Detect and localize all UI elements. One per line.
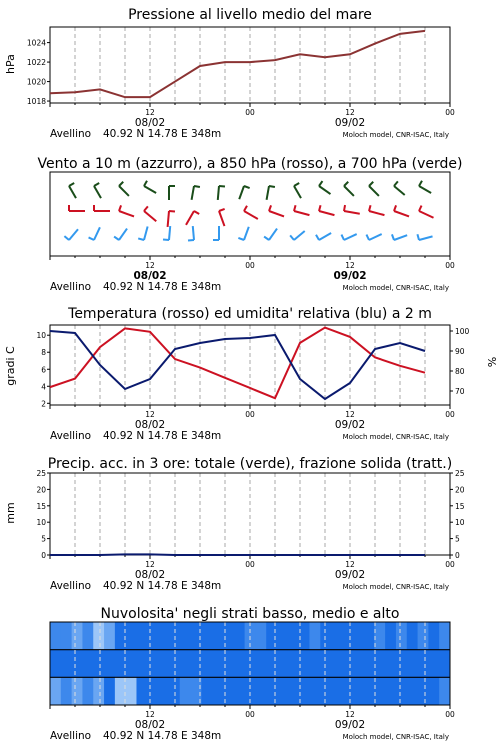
model-credit: Moloch model, CNR-ISAC, Italy — [342, 131, 449, 139]
wind-barb — [144, 226, 148, 240]
cloud-cell — [180, 677, 191, 705]
y-tick-label: 15 — [36, 501, 46, 511]
y-tick-label-right: 10 — [455, 518, 465, 528]
y-tick-label: 2 — [41, 399, 46, 409]
pressure-title: Pressione al livello medio del mare — [128, 7, 372, 23]
wind-barb-feather — [417, 234, 419, 240]
date-label: 09/02 — [334, 569, 366, 581]
wind-barb — [94, 186, 101, 198]
cloud-cell — [439, 622, 450, 650]
plot-frame — [50, 473, 450, 555]
wind-barb-feather — [366, 235, 369, 240]
wind-barb-feather — [394, 181, 398, 186]
wind-barb-feather — [194, 186, 200, 187]
hour-tick-label: 00 — [245, 410, 255, 419]
y-tick-label-right: 5 — [455, 534, 460, 544]
model-credit: Moloch model, CNR-ISAC, Italy — [342, 284, 449, 292]
wind-barb-feather — [264, 237, 269, 240]
wind-barb — [168, 211, 169, 227]
cloud-cell — [407, 650, 418, 678]
hour-tick-label: 00 — [445, 108, 455, 117]
cloud-cell — [180, 650, 191, 678]
cloud-cell — [126, 622, 137, 650]
cloud-cell — [61, 622, 72, 650]
cloud-cell — [320, 622, 331, 650]
hour-tick-label: 12 — [345, 410, 355, 419]
cloud-cell — [396, 677, 407, 705]
cloud-cell — [288, 677, 299, 705]
location-coords: 40.92 N 14.78 E 348m — [103, 430, 222, 442]
cloud-cell — [201, 622, 212, 650]
cloud-cell — [342, 677, 353, 705]
y-tick-label-right: 15 — [455, 501, 465, 511]
wind-barb — [394, 211, 409, 216]
wind-barb-feather — [392, 234, 394, 240]
hour-tick-label: 00 — [445, 710, 455, 719]
cloud-cell — [364, 677, 375, 705]
location-name: Avellino — [50, 580, 92, 592]
wind-barb-feather — [369, 205, 371, 211]
cloud-cell — [428, 622, 439, 650]
cloud-cell — [234, 650, 245, 678]
wind-barb — [239, 186, 244, 199]
y-tick-label: 8 — [41, 348, 46, 358]
cloud-cell — [374, 650, 385, 678]
wind-barb-feather — [144, 206, 148, 211]
cloud-cell — [234, 622, 245, 650]
y-tick-label: 10 — [36, 331, 46, 341]
wind-barb-feather — [344, 182, 348, 186]
wind-barb-feather — [344, 205, 345, 211]
location-name: Avellino — [50, 128, 92, 140]
cloud-cell — [72, 650, 83, 678]
cloud-cell — [407, 677, 418, 705]
cloud-title: Nuvolosita' negli strati basso, medio e alto — [100, 606, 400, 622]
wind-barb — [344, 186, 354, 196]
precipitation-title: Precip. acc. in 3 ore: totale (verde), frazione solida (tratt.) — [47, 456, 453, 472]
cloud-cell — [353, 622, 364, 650]
wind-barb — [219, 211, 224, 226]
cloud-cell — [147, 650, 158, 678]
wind-barb — [269, 211, 284, 216]
cloud-cell — [158, 677, 169, 705]
location-coords: 40.92 N 14.78 E 348m — [103, 281, 222, 293]
hour-tick-label: 12 — [145, 410, 155, 419]
cloud-cell — [439, 650, 450, 678]
date-label: 09/02 — [334, 419, 366, 431]
cloud-cell — [418, 622, 429, 650]
hour-tick-label: 00 — [245, 261, 255, 270]
cloud-cell — [320, 677, 331, 705]
cloud-cell — [212, 622, 223, 650]
wind-barb-feather — [294, 205, 296, 211]
y-tick-label: 10 — [36, 518, 46, 528]
location-name: Avellino — [50, 430, 92, 442]
cloud-cell — [385, 650, 396, 678]
hour-tick-label: 12 — [145, 261, 155, 270]
wind-barb-feather — [188, 240, 194, 241]
y-tick-label-right: 25 — [455, 469, 465, 478]
date-label: 08/02 — [134, 419, 166, 431]
cloud-cell — [374, 677, 385, 705]
cloud-cell — [180, 622, 191, 650]
cloud-cell — [385, 622, 396, 650]
wind-barb-feather — [419, 181, 422, 186]
cloud-cell — [407, 622, 418, 650]
model-credit: Moloch model, CNR-ISAC, Italy — [342, 733, 449, 741]
pressure-ylabel: hPa — [4, 54, 17, 74]
pressure-line — [50, 31, 425, 97]
wind-barb-feather — [194, 211, 199, 214]
location-coords: 40.92 N 14.78 E 348m — [103, 580, 222, 592]
wind-barb-feather — [64, 236, 69, 240]
cloud-cell — [277, 677, 288, 705]
cloud-cell — [212, 677, 223, 705]
wind-barb — [144, 186, 156, 193]
cloud-cell — [201, 677, 212, 705]
wind-barb — [344, 234, 357, 240]
location-coords: 40.92 N 14.78 E 348m — [103, 128, 222, 140]
wind-barb — [369, 234, 382, 240]
wind-barb — [119, 186, 129, 196]
hour-tick-label: 12 — [345, 261, 355, 270]
location-name: Avellino — [50, 281, 92, 293]
wind-barb — [369, 186, 379, 196]
y-tick-label: 1022 — [26, 58, 46, 68]
cloud-cell — [288, 622, 299, 650]
wind-barb-feather — [319, 181, 322, 186]
cloud-cell — [255, 677, 266, 705]
wind-barb-feather — [238, 238, 244, 240]
cloud-cell — [126, 650, 137, 678]
y-tick-label: 6 — [41, 365, 46, 375]
wind-barb-feather — [419, 206, 422, 211]
humidity-ylabel: % — [485, 356, 498, 368]
wind-barb — [294, 231, 305, 240]
cloud-cell — [428, 677, 439, 705]
wind-barb-feather — [138, 238, 144, 240]
wind-barb-feather — [244, 206, 247, 211]
cloud-cell — [439, 677, 450, 705]
temperature-ylabel: gradi C — [4, 346, 17, 386]
wind-barb-feather — [89, 237, 94, 240]
wind-barb-feather — [369, 182, 373, 186]
hour-tick-label: 00 — [445, 410, 455, 419]
hour-tick-label: 00 — [245, 710, 255, 719]
cloud-cell — [364, 622, 375, 650]
cloud-cell — [50, 650, 61, 678]
wind-barb — [144, 211, 156, 221]
wind-barb-feather — [169, 211, 175, 212]
y-tick-label-right: 90 — [455, 347, 465, 356]
cloud-cell — [320, 650, 331, 678]
cloud-cell — [136, 622, 147, 650]
cloud-cell — [266, 677, 277, 705]
cloud-cell — [82, 650, 93, 678]
cloud-cell — [396, 650, 407, 678]
y-tick-label-right: 0 — [455, 551, 460, 560]
wind-barb — [369, 211, 384, 215]
cloud-cell — [212, 650, 223, 678]
hour-tick-label: 12 — [145, 560, 155, 569]
y-tick-label: 20 — [36, 485, 46, 495]
wind-barb-feather — [319, 205, 321, 211]
wind-barb — [192, 186, 194, 200]
wind-barb — [394, 186, 405, 195]
wind-title: Vento a 10 m (azzurro), a 850 hPa (rosso), a 700 hPa (verde) — [37, 156, 463, 172]
wind-barb — [294, 186, 301, 198]
date-label: 09/02 — [334, 719, 366, 731]
date-label: 08/02 — [134, 569, 166, 581]
cloud-cell — [50, 622, 61, 650]
cloud-cell — [255, 622, 266, 650]
y-tick-label: 1024 — [26, 38, 46, 48]
hour-tick-label: 12 — [145, 108, 155, 117]
wind-barb-feather — [290, 235, 294, 240]
cloud-cell — [288, 650, 299, 678]
wind-barb — [394, 235, 407, 240]
cloud-cell — [396, 622, 407, 650]
hour-tick-label: 12 — [345, 108, 355, 117]
wind-barb — [419, 211, 434, 218]
cloud-cell — [266, 650, 277, 678]
cloud-cell — [82, 677, 93, 705]
wind-barb-feather — [114, 237, 119, 240]
wind-barb — [186, 211, 194, 225]
wind-barb — [69, 229, 78, 240]
cloud-cell — [93, 622, 104, 650]
hour-tick-label: 00 — [445, 560, 455, 569]
cloud-cell — [374, 622, 385, 650]
y-tick-label-right: 100 — [455, 327, 470, 336]
cloud-cell — [72, 622, 83, 650]
wind-barb — [267, 186, 269, 200]
location-coords: 40.92 N 14.78 E 348m — [103, 730, 222, 742]
cloud-cell — [93, 677, 104, 705]
y-tick-label: 1020 — [26, 77, 46, 87]
wind-barb-feather — [144, 181, 147, 186]
cloud-cell — [309, 650, 320, 678]
wind-barb-feather — [219, 209, 225, 211]
model-credit: Moloch model, CNR-ISAC, Italy — [342, 433, 449, 441]
wind-barb-feather — [269, 186, 275, 187]
cloud-cell — [418, 677, 429, 705]
location-name: Avellino — [50, 730, 92, 742]
cloud-cell — [331, 650, 342, 678]
cloud-cell — [342, 622, 353, 650]
cloud-cell — [277, 650, 288, 678]
date-label: 08/02 — [134, 719, 166, 731]
cloud-cell — [50, 677, 61, 705]
temperature-title: Temperatura (rosso) ed umidita' relativa (blu) a 2 m — [68, 306, 432, 322]
wind-barb — [218, 186, 219, 200]
cloud-cell — [136, 650, 147, 678]
wind-barb — [69, 186, 76, 198]
wind-barb — [319, 233, 331, 240]
cloud-cell — [353, 650, 364, 678]
cloud-cell — [72, 677, 83, 705]
date-label: 08/02 — [134, 117, 166, 129]
cloud-cell — [353, 677, 364, 705]
wind-barb-feather — [269, 205, 271, 211]
cloud-cell — [61, 650, 72, 678]
cloud-cell — [255, 650, 266, 678]
hour-tick-label: 00 — [245, 108, 255, 117]
cloud-cell — [309, 677, 320, 705]
hour-tick-label: 12 — [145, 710, 155, 719]
cloud-cell — [61, 677, 72, 705]
wind-barb — [169, 226, 170, 240]
date-label: 09/02 — [333, 270, 367, 282]
cloud-cell — [82, 622, 93, 650]
hour-tick-label: 12 — [345, 710, 355, 719]
wind-barb — [269, 229, 277, 240]
date-label: 08/02 — [133, 270, 167, 282]
wind-barb-feather — [119, 182, 123, 186]
cloud-cell — [115, 622, 126, 650]
precipitation-ylabel: mm — [4, 502, 17, 524]
cloud-cell — [342, 650, 353, 678]
wind-barb-feather — [219, 186, 225, 187]
cloud-cell — [93, 650, 104, 678]
wind-barb — [419, 186, 431, 193]
cloud-cell — [115, 677, 126, 705]
cloud-cell — [364, 650, 375, 678]
wind-barb — [419, 236, 433, 240]
cloud-cell — [266, 622, 277, 650]
wind-barb — [244, 227, 249, 240]
cloud-cell — [331, 677, 342, 705]
wind-barb-feather — [244, 186, 250, 188]
hour-tick-label: 00 — [445, 261, 455, 270]
wind-barb — [244, 211, 258, 219]
wind-barb — [319, 211, 334, 215]
cloud-cell — [385, 677, 396, 705]
wind-barb-feather — [119, 205, 121, 211]
y-tick-label: 4 — [41, 382, 46, 392]
y-tick-label-right: 80 — [455, 367, 465, 376]
cloud-cell — [158, 650, 169, 678]
cloud-cell — [331, 622, 342, 650]
cloud-cell — [147, 622, 158, 650]
cloud-cell — [277, 622, 288, 650]
cloud-cell — [104, 622, 115, 650]
wind-barb — [294, 211, 309, 215]
precipitation-line — [50, 554, 425, 555]
cloud-cell — [428, 650, 439, 678]
wind-barb — [119, 211, 134, 216]
y-tick-label-right: 20 — [455, 485, 465, 495]
y-tick-label: 0 — [41, 551, 46, 560]
cloud-cell — [418, 650, 429, 678]
cloud-cell — [158, 622, 169, 650]
wind-barb-feather — [69, 183, 74, 186]
cloud-cell — [234, 677, 245, 705]
hour-tick-label: 00 — [245, 560, 255, 569]
wind-barb-feather — [316, 235, 319, 240]
y-tick-label: 25 — [36, 469, 46, 478]
wind-barb — [193, 226, 194, 240]
cloud-cell — [104, 650, 115, 678]
wind-barb — [94, 227, 100, 240]
wind-barb-feather — [163, 239, 169, 240]
wind-barb — [344, 211, 360, 214]
wind-barb-feather — [94, 183, 99, 186]
cloud-cell — [104, 677, 115, 705]
wind-barb — [319, 186, 330, 194]
y-tick-label-right: 70 — [455, 387, 465, 396]
hour-tick-label: 12 — [345, 560, 355, 569]
date-label: 09/02 — [334, 117, 366, 129]
wind-barb-feather — [394, 205, 396, 211]
y-tick-label: 1018 — [26, 97, 46, 107]
model-credit: Moloch model, CNR-ISAC, Italy — [342, 583, 449, 591]
wind-barb-feather — [341, 235, 344, 240]
y-tick-label: 5 — [41, 534, 46, 544]
wind-barb — [119, 229, 127, 240]
cloud-cell — [115, 650, 126, 678]
cloud-cell — [309, 622, 320, 650]
cloud-cell — [126, 677, 137, 705]
wind-barb-feather — [294, 183, 299, 186]
cloud-cell — [201, 650, 212, 678]
cloud-cell — [136, 677, 147, 705]
cloud-cell — [147, 677, 158, 705]
